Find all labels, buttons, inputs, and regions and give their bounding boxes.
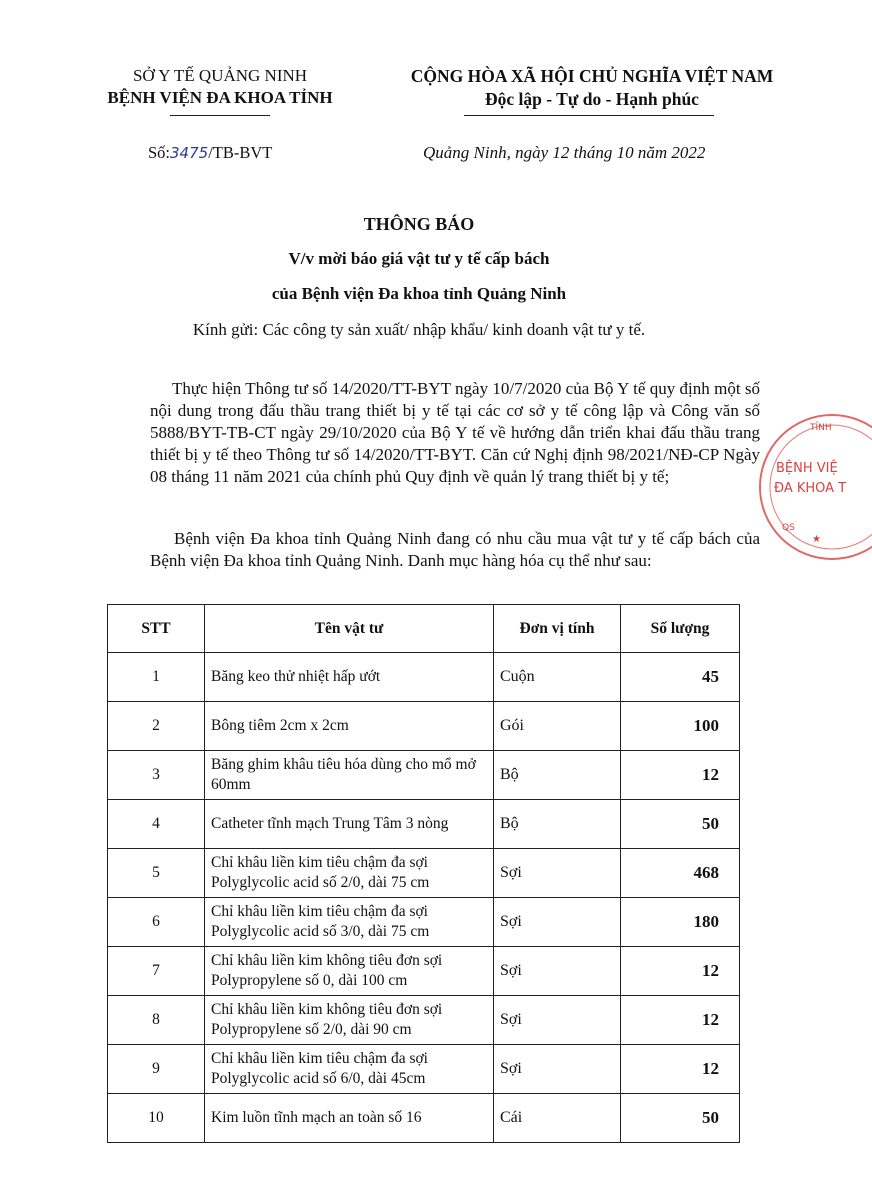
doc-number-suffix: /TB-BVT [208, 143, 273, 162]
row-unit: Bộ [494, 751, 621, 800]
table-header-row [108, 605, 740, 653]
table-row [108, 800, 740, 849]
row-quantity: 12 [621, 947, 740, 996]
row-quantity: 12 [621, 751, 740, 800]
table-row [108, 653, 740, 702]
seal-star-icon: ★ [812, 534, 821, 545]
row-stt: 10 [108, 1094, 205, 1143]
document-title: THÔNG BÁO [363, 214, 475, 234]
subject-line-1: V/v mời báo giá vật tư y tế cấp bách [288, 249, 550, 268]
row-quantity: 180 [621, 898, 740, 947]
table-row [108, 947, 740, 996]
row-stt: 4 [108, 800, 205, 849]
row-unit: Cuộn [494, 653, 621, 702]
row-quantity: 50 [621, 1094, 740, 1143]
doc-number-prefix: Số: [148, 143, 171, 162]
paragraph-text: Thực hiện Thông tư số 14/2020/TT-BYT ngày 10/7/2020 của Bộ Y tế quy định một số nội dung trong đấu thầu trang thiết bị y tế tại các cơ sở y tế công lập và Công văn số 5888/BYT-TB-CT ngày 29/10/2020 của Bộ Y tế về hướng dẫn triển khai đấu thầu trang thiết bị y tế theo Thông tư số 14/2020/TT-BYT. Căn cứ Nghị định 98/2021/NĐ-CP Ngày 08 tháng 11 năm 2021 của chính phủ Quy định về quản lý trang thiết bị y tế; [150, 379, 760, 486]
hospital-seal-stamp [752, 402, 872, 572]
issue-date: Quảng Ninh, ngày 12 tháng 10 năm 2022 [423, 143, 706, 162]
row-stt: 6 [108, 898, 205, 947]
seal-line-2: ĐA KHOA T [774, 481, 847, 496]
row-quantity: 45 [621, 653, 740, 702]
left-header-divider [170, 115, 270, 116]
row-item-name: Băng ghim khâu tiêu hóa dùng cho mổ mở 60mm [205, 751, 494, 800]
row-item-name: Chỉ khâu liền kim không tiêu đơn sợi Polypropylene số 0, dài 100 cm [205, 947, 494, 996]
row-unit: Sợi [494, 1045, 621, 1094]
national-motto: Độc lập - Tự do - Hạnh phúc [485, 89, 699, 109]
row-unit: Sợi [494, 996, 621, 1045]
row-quantity: 100 [621, 702, 740, 751]
recipient-line: Kính gửi: Các công ty sản xuất/ nhập khẩu/ kinh doanh vật tư y tế. [192, 320, 646, 339]
row-stt: 2 [108, 702, 205, 751]
seal-bottom-text: QS [782, 523, 795, 533]
document-number [148, 143, 272, 163]
seal-line-1: BỆNH VIỆ [776, 461, 838, 476]
row-item-name: Chỉ khâu liền kim tiêu chậm đa sợi Polyglycolic acid số 2/0, dài 75 cm [205, 849, 494, 898]
table-row [108, 849, 740, 898]
row-item-name: Bông tiêm 2cm x 2cm [205, 702, 494, 751]
subject-line-2: của Bệnh viện Đa khoa tỉnh Quảng Ninh [271, 284, 567, 303]
header-item-name: Tên vật tư [205, 605, 494, 653]
table-row [108, 996, 740, 1045]
row-unit: Gói [494, 702, 621, 751]
body-paragraph-legal-basis [150, 378, 760, 488]
table-row [108, 751, 740, 800]
items-table [107, 604, 740, 1143]
national-title: CỘNG HÒA XÃ HỘI CHỦ NGHĨA VIỆT NAM [410, 66, 774, 86]
row-unit: Sợi [494, 947, 621, 996]
row-item-name: Chỉ khâu liền kim không tiêu đơn sợi Polypropylene số 2/0, dài 90 cm [205, 996, 494, 1045]
row-stt: 7 [108, 947, 205, 996]
row-quantity: 468 [621, 849, 740, 898]
right-header-divider [464, 115, 714, 116]
row-stt: 1 [108, 653, 205, 702]
row-item-name: Catheter tĩnh mạch Trung Tâm 3 nòng [205, 800, 494, 849]
row-stt: 8 [108, 996, 205, 1045]
table-row [108, 898, 740, 947]
row-item-name: Kim luồn tĩnh mạch an toàn số 16 [205, 1094, 494, 1143]
row-unit: Sợi [494, 849, 621, 898]
row-stt: 5 [108, 849, 205, 898]
issuing-department: SỞ Y TẾ QUẢNG NINH [132, 66, 308, 85]
row-stt: 3 [108, 751, 205, 800]
row-quantity: 12 [621, 1045, 740, 1094]
row-item-name: Băng keo thử nhiệt hấp ướt [205, 653, 494, 702]
table-row [108, 702, 740, 751]
header-quantity: Số lượng [621, 605, 740, 653]
table-row [108, 1094, 740, 1143]
row-stt: 9 [108, 1045, 205, 1094]
row-quantity: 50 [621, 800, 740, 849]
row-item-name: Chỉ khâu liền kim tiêu chậm đa sợi Polyglycolic acid số 6/0, dài 45cm [205, 1045, 494, 1094]
row-unit: Sợi [494, 898, 621, 947]
seal-top-text: TỈNH [810, 423, 832, 433]
issuing-hospital: BỆNH VIỆN ĐA KHOA TỈNH [107, 88, 333, 107]
header-unit: Đơn vị tính [494, 605, 621, 653]
row-item-name: Chỉ khâu liền kim tiêu chậm đa sợi Polyglycolic acid số 3/0, dài 75 cm [205, 898, 494, 947]
table-row [108, 1045, 740, 1094]
doc-number-handwritten: 3475 [170, 144, 209, 162]
row-unit: Cái [494, 1094, 621, 1143]
row-unit: Bộ [494, 800, 621, 849]
row-quantity: 12 [621, 996, 740, 1045]
header-stt: STT [108, 605, 205, 653]
body-paragraph-request: Bệnh viện Đa khoa tỉnh Quảng Ninh đang có nhu cầu mua vật tư y tế cấp bách của Bệnh viện Đa khoa tỉnh Quảng Ninh. Danh mục hàng hóa cụ thể như sau: [150, 529, 760, 570]
